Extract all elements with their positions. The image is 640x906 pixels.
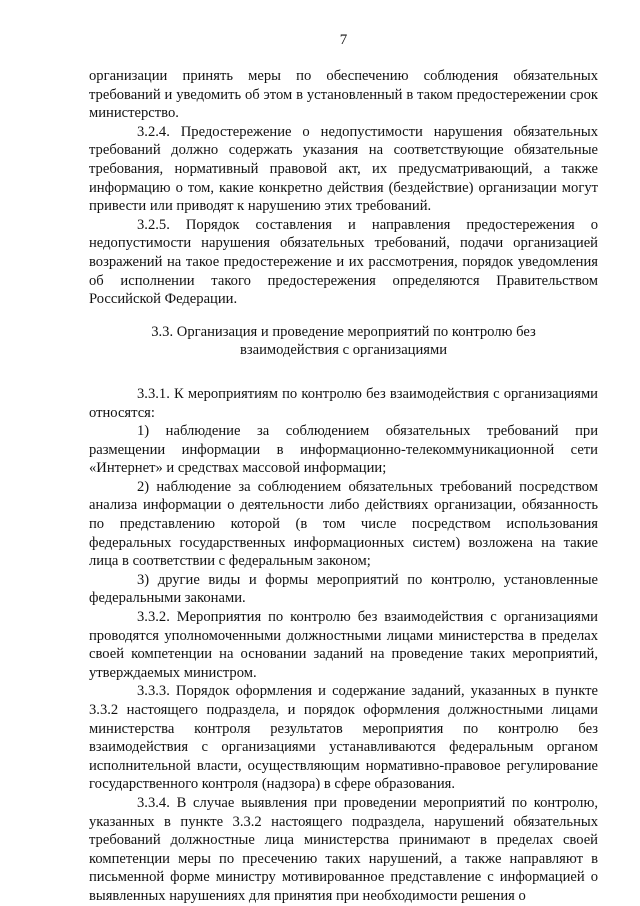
paragraph-3-3-1: 3.3.1. К мероприятиям по контролю без взаимодействия с организациями относятся: <box>89 385 598 421</box>
list-item-1: 1) наблюдение за соблюдением обязательных требований при размещении информации в информационно-телекоммуникационной сети «Интернет» и средствах массовой информации; <box>89 423 598 477</box>
paragraph-3-3-4: 3.3.4. В случае выявления при проведении мероприятий по контролю, указанных в пункте 3.3.2 настоящего подраздела, нарушений обязательных требований должностные лица министерства принимают в пределах своей компетенции меры по пресечению таких нарушений, а также направляют в письменной форме министру мотивированное представление с информацией о выявленных нарушениях для принятия при необходимости решения о <box>89 794 598 904</box>
paragraph-3-3-3: 3.3.3. Порядок оформления и содержание заданий, указанных в пункте 3.3.2 настоящего подраздела, и порядок оформления должностными лицами министерства контроля результатов мероприятия по контролю без взаимодействия с организациями устанавливаются федеральным органом исполнительной власти, осуществляющим нормативно-правовое регулирование государственного контроля (надзора) в сфере образования. <box>89 683 598 793</box>
paragraph-3-2-5: 3.2.5. Порядок составления и направления предостережения о недопустимости нарушения обязательных требований, подачи организацией возражений на такое предостережение и их рассмотрения, порядок уведомления об исполнении такого предостережения определяются Правительством Российской Федерации. <box>89 216 598 308</box>
paragraph-3-2-4: 3.2.4. Предостережение о недопустимости нарушения обязательных требований должно содержать указания на соответствующие обязательные требования, нормативный правовой акт, их предусматривающий, а также информацию о том, какие конкретно действия (бездействие) организации могут привести или приводят к нарушению этих требований. <box>89 123 598 215</box>
paragraph-3-3-2: 3.3.2. Мероприятия по контролю без взаимодействия с организациями проводятся уполномоченными должностными лицами министерства в пределах своей компетенции на основании заданий на проведение таких мероприятий, утверждаемых министром. <box>89 609 598 681</box>
section-heading-line: взаимодействия с организациями <box>239 342 448 359</box>
list-item-3: 3) другие виды и формы мероприятий по контролю, установленные федеральными законами. <box>89 571 598 607</box>
paragraph-continuation: организации принять меры по обеспечению соблюдения обязательных требований и уведомить об этом в установленный в таком предостережении срок министерство. <box>89 68 598 122</box>
section-heading-3-3 <box>89 323 598 360</box>
section-heading-line: 3.3. Организация и проведение мероприятий по контролю без <box>151 323 536 340</box>
page-number: 7 <box>339 32 348 48</box>
list-item-2: 2) наблюдение за соблюдением обязательных требований посредством анализа информации о деятельности либо действиях организации, обязанность по представлению которой (в том числе посредством использования федеральных государственных информационных систем) возложена на такие лица в соответствии с федеральным законом; <box>89 478 598 570</box>
